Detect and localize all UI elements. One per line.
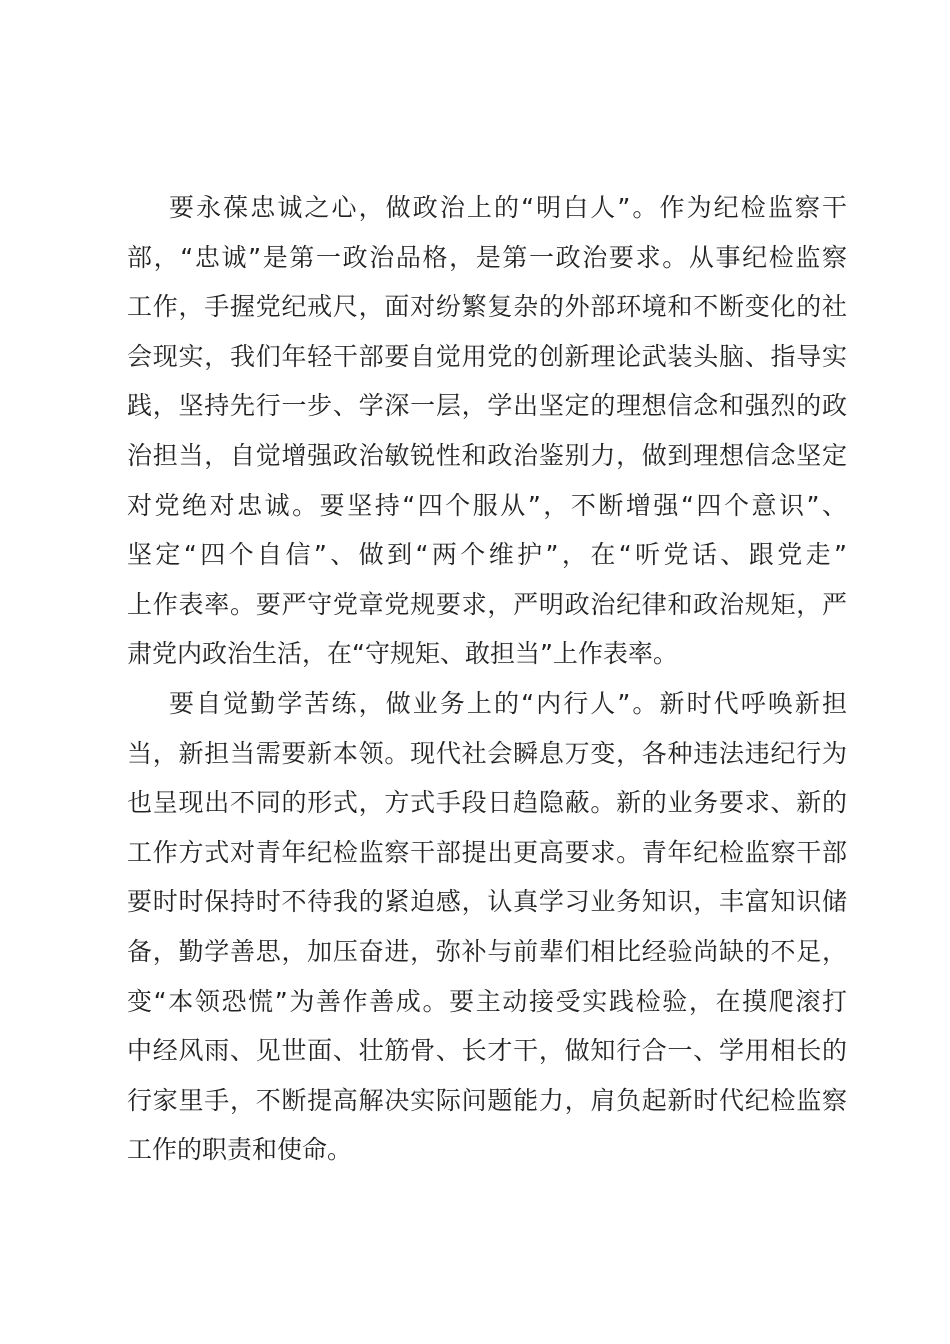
paragraph-line: 会现实，我们年轻干部要自觉用党的创新理论武装头脑、指导实 — [127, 341, 847, 371]
paragraph-line: 要永葆忠诚之心，做政治上的“明白人”。作为纪检监察干 — [169, 193, 847, 222]
paragraph-line: 中经风雨、见世面、壮筋骨、长才干，做知行合一、学用相长的 — [127, 1036, 847, 1066]
paragraph-line: 部，“忠诚”是第一政治品格，是第一政治要求。从事纪检监察 — [127, 242, 847, 272]
paragraph-line: 要时时保持时不待我的紧迫感，认真学习业务知识，丰富知识储 — [127, 887, 847, 917]
paragraph-line: 坚定“四个自信”、做到“两个维护”，在“听党话、跟党走” — [127, 540, 847, 570]
paragraph-line: 备，勤学善思，加压奋进，弥补与前辈们相比经验尚缺的不足， — [127, 936, 847, 966]
paragraph-line: 行家里手，不断提高解决实际问题能力，肩负起新时代纪检监察 — [127, 1085, 847, 1115]
paragraph-diligence — [127, 679, 847, 1175]
paragraph-line: 治担当，自觉增强政治敏锐性和政治鉴别力，做到理想信念坚定 — [127, 440, 847, 470]
paragraph-line: 工作方式对青年纪检监察干部提出更高要求。青年纪检监察干部 — [127, 837, 847, 867]
paragraph-line: 当，新担当需要新本领。现代社会瞬息万变，各种违法违纪行为 — [127, 738, 847, 768]
paragraph-line: 践，坚持先行一步、学深一层，学出坚定的理想信念和强烈的政 — [127, 391, 847, 421]
paragraph-loyalty — [127, 183, 847, 679]
paragraph-line: 对党绝对忠诚。要坚持“四个服从”，不断增强“四个意识”、 — [127, 490, 847, 520]
paragraph-line: 工作，手握党纪戒尺，面对纷繁复杂的外部环境和不断变化的社 — [127, 292, 847, 322]
document-body — [127, 183, 847, 1175]
paragraph-line: 变“本领恐慌”为善作善成。要主动接受实践检验，在摸爬滚打 — [127, 986, 847, 1016]
paragraph-line: 工作的职责和使命。 — [127, 1135, 353, 1165]
paragraph-line: 要自觉勤学苦练，做业务上的“内行人”。新时代呼唤新担 — [169, 688, 847, 718]
paragraph-line: 也呈现出不同的形式，方式手段日趋隐蔽。新的业务要求、新的 — [127, 788, 847, 818]
paragraph-line: 上作表率。要严守党章党规要求，严明政治纪律和政治规矩，严 — [127, 589, 847, 619]
paragraph-line: 肃党内政治生活，在“守规矩、敢担当”上作表率。 — [127, 639, 678, 669]
